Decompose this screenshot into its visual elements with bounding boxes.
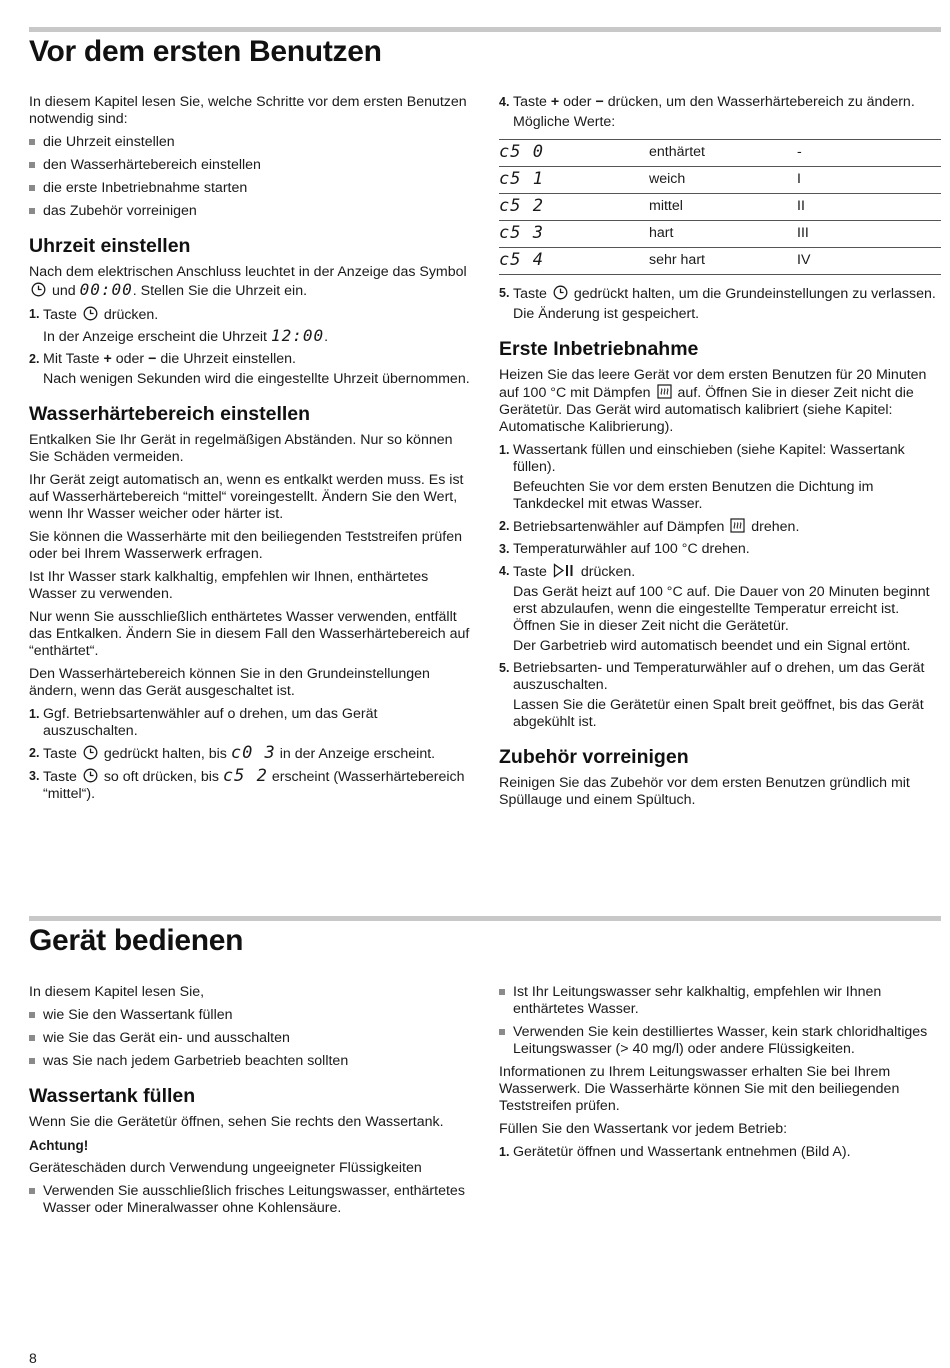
bullet-list	[29, 134, 473, 220]
list-item: wie Sie das Gerät ein- und ausschalten	[29, 1030, 473, 1047]
table-row	[499, 167, 941, 194]
step-list	[29, 706, 473, 803]
table-row	[499, 221, 941, 248]
off-symbol: o	[227, 706, 236, 722]
table-cell: hart	[649, 225, 674, 241]
table-cell: sehr hart	[649, 252, 705, 268]
table-cell: IV	[797, 252, 811, 268]
table-row	[499, 248, 941, 275]
plus-icon: +	[103, 351, 112, 367]
clock-icon	[553, 285, 568, 300]
paragraph: Informationen zu Ihrem Leitungswasser erhalten Sie bei Ihrem Wasserwerk. Die Wasserhärte können Sie mit den beiliegenden Teststreifen prüfen.	[499, 1064, 900, 1114]
warning-text: Geräteschäden durch Verwendung ungeeigneter Flüssigkeiten	[29, 1160, 422, 1176]
heading-zubehoer: Zubehör vorreinigen	[499, 746, 689, 768]
step-item: 1. Wassertank füllen und einschieben (siehe Kapitel: Wassertank füllen). Befeuchten Sie vor dem ersten Benutzen die Dichtung im Tankdeckel mit etwas Wasser.	[499, 442, 941, 513]
step-result: Die Änderung ist gespeichert.	[513, 306, 700, 322]
paragraph: Reinigen Sie das Zubehör vor dem ersten Benutzen gründlich mit Spüllauge und einem Spültuch.	[499, 775, 910, 808]
bullet-list	[29, 1007, 473, 1070]
table-cell: -	[797, 144, 802, 160]
water-hardness-table	[499, 139, 941, 275]
paragraph: Entkalken Sie Ihr Gerät in regelmäßigen Abständen. Nur so können Sie Schäden vermeiden.	[29, 432, 453, 465]
paragraph: Nur wenn Sie ausschließlich enthärtetes Wasser verwenden, entfällt das Entkalken. Ändern Sie in diesem Fall den Wasserhärtebereich auf “enthärtet“.	[29, 609, 470, 659]
list-item: was Sie nach jedem Garbetrieb beachten sollten	[29, 1053, 473, 1070]
heading-wassertank: Wassertank füllen	[29, 1085, 196, 1107]
table-row	[499, 194, 941, 221]
step-item: 2. Mit Taste + oder − die Uhrzeit einstellen. Nach wenigen Sekunden wird die eingestellte Uhrzeit übernommen.	[29, 351, 473, 388]
paragraph: Nach dem elektrischen Anschluss leuchtet in der Anzeige das Symbol und 00:00. Stellen Sie die Uhrzeit ein.	[29, 264, 467, 299]
list-item: wie Sie den Wassertank füllen	[29, 1007, 473, 1024]
table-cell: enthärtet	[649, 144, 706, 160]
display-readout: 12:00	[270, 326, 325, 345]
step-list	[499, 285, 941, 323]
step-result: Der Garbetrieb wird automatisch beendet und ein Signal ertönt.	[513, 638, 911, 654]
step-item: 4. Taste drücken. Das Gerät heizt auf 100 °C auf. Die Dauer von 20 Minuten beginnt erst abzulaufen, wenn die eingestellte Temperatur erreicht ist. Öffnen Sie in dieser Zeit nicht die Gerätetür. Der Garbetrieb wird automatisch beendet und ein Signal ertönt.	[499, 563, 941, 655]
display-readout: 00:00	[79, 280, 133, 299]
list-item: das Zubehör vorreinigen	[29, 203, 473, 220]
table-cell: weich	[649, 171, 686, 187]
bullet-list	[29, 1183, 473, 1217]
table-cell: I	[797, 171, 801, 187]
list-item: Verwenden Sie kein destilliertes Wasser, kein stark chloridhaltiges Leitungswasser (> 40 mg/l) oder andere Flüssigkeiten.	[499, 1024, 941, 1058]
step-result: Befeuchten Sie vor dem ersten Benutzen die Dichtung im Tankdeckel mit etwas Wasser.	[513, 479, 874, 512]
display-code: c5 3	[499, 222, 544, 243]
display-code: c5 0	[499, 141, 544, 162]
step-result: In der Anzeige erscheint die Uhrzeit 12:00.	[43, 326, 329, 345]
step-item: 5. Betriebsarten- und Temperaturwähler auf o drehen, um das Gerät auszuschalten. Lassen Sie die Gerätetür einen Spalt breit geöffnet, bis das Gerät abgekühlt ist.	[499, 660, 941, 731]
step-item: 1. Ggf. Betriebsartenwähler auf o drehen, um das Gerät auszuschalten.	[29, 706, 378, 739]
clock-icon	[83, 768, 98, 783]
table-cell: II	[797, 198, 805, 214]
display-code: c5 2	[499, 195, 544, 216]
page-title: Vor dem ersten Benutzen	[29, 35, 382, 68]
step-item: 4. Taste + oder − drücken, um den Wasserhärtebereich zu ändern. Mögliche Werte:	[499, 94, 941, 131]
paragraph: Heizen Sie das leere Gerät vor dem ersten Benutzen für 20 Minuten auf 100 °C mit Dämpfen auf. Öffnen Sie in dieser Zeit nicht die Gerätetür. Das Gerät wird automatisch kalibriert (siehe Kapitel: Automatische Kalibrierung).	[499, 367, 927, 435]
table-cell: mittel	[649, 198, 683, 214]
heading-wasserhaerte: Wasserhärtebereich einstellen	[29, 403, 311, 425]
paragraph: Sie können die Wasserhärte mit den beiliegenden Teststreifen prüfen oder bei Ihrem Wasserwerk erfragen.	[29, 529, 462, 562]
heading-uhrzeit: Uhrzeit einstellen	[29, 235, 191, 257]
warning-label: Achtung!	[29, 1138, 89, 1153]
step-result: Nach wenigen Sekunden wird die eingestellte Uhrzeit übernommen.	[43, 371, 470, 387]
step-list	[499, 1144, 941, 1161]
display-code: c5 4	[499, 249, 544, 270]
section-title: Gerät bedienen	[29, 924, 244, 957]
clock-icon	[83, 745, 98, 760]
page-number: 8	[29, 1350, 37, 1366]
bullet-list	[499, 984, 941, 1058]
step-item: 5. Taste gedrückt halten, um die Grundeinstellungen zu verlassen. Die Änderung ist gespeichert.	[499, 285, 941, 323]
paragraph: Wenn Sie die Gerätetür öffnen, sehen Sie rechts den Wassertank.	[29, 1114, 444, 1130]
step-list	[29, 306, 473, 388]
paragraph: Füllen Sie den Wassertank vor jedem Betrieb:	[499, 1121, 788, 1137]
left-column	[29, 94, 473, 809]
list-item: den Wasserhärtebereich einstellen	[29, 157, 473, 174]
heading-inbetriebnahme: Erste Inbetriebnahme	[499, 338, 699, 360]
step-item: 2. Taste gedrückt halten, bis c0 3 in der Anzeige erscheint.	[29, 743, 436, 763]
table-row	[499, 140, 941, 167]
left-column	[29, 984, 473, 1223]
step-item: 3. Taste so oft drücken, bis c5 2 erscheint (Wasserhärtebereich “mittel“).	[29, 766, 465, 802]
list-item: die erste Inbetriebnahme starten	[29, 180, 473, 197]
step-item: 3. Temperaturwähler auf 100 °C drehen.	[499, 541, 750, 557]
right-column	[499, 984, 941, 1167]
off-symbol: o	[774, 660, 783, 676]
minus-icon: −	[148, 351, 157, 367]
step-item: 1. Taste drücken. In der Anzeige erscheint die Uhrzeit 12:00.	[29, 306, 473, 346]
display-code: c5 1	[499, 168, 544, 189]
list-item: Ist Ihr Leitungswasser sehr kalkhaltig, empfehlen wir Ihnen enthärtetes Wasser.	[499, 984, 941, 1018]
clock-icon	[31, 282, 46, 297]
table-cell: III	[797, 225, 809, 241]
intro-text: In diesem Kapitel lesen Sie,	[29, 984, 205, 1000]
display-readout: c5 2	[222, 766, 268, 786]
plus-icon: +	[550, 94, 560, 110]
section-divider	[29, 916, 941, 921]
step-list	[499, 442, 941, 731]
paragraph: Den Wasserhärtebereich können Sie in den Grundeinstellungen ändern, wenn das Gerät ausgeschaltet ist.	[29, 666, 430, 699]
step-list	[499, 94, 941, 131]
paragraph: Ist Ihr Wasser stark kalkhaltig, empfehlen wir Ihnen, enthärtetes Wasser zu verwenden.	[29, 569, 429, 602]
step-item: 1. Gerätetür öffnen und Wassertank entnehmen (Bild A).	[499, 1144, 851, 1160]
paragraph: Ihr Gerät zeigt automatisch an, wenn es entkalkt werden muss. Es ist auf Wasserhärtebereich “mittel“ voreingestellt. Ändern Sie den Wert, wenn Ihr Wasser weicher oder härter ist.	[29, 472, 464, 522]
section-divider	[29, 27, 941, 32]
clock-icon	[83, 306, 98, 321]
display-readout: c0 3	[230, 743, 276, 763]
minus-icon: −	[595, 94, 604, 110]
steam-icon	[730, 518, 745, 533]
list-item: die Uhrzeit einstellen	[29, 134, 473, 151]
list-item: Verwenden Sie ausschließlich frisches Leitungswasser, enthärtetes Wasser oder Mineralwasser ohne Kohlensäure.	[29, 1183, 473, 1217]
step-result: Das Gerät heizt auf 100 °C auf. Die Dauer von 20 Minuten beginnt erst abzulaufen, wenn die eingestellte Temperatur erreicht ist. Öffnen Sie in dieser Zeit nicht die Gerätetür.	[513, 584, 930, 634]
step-result: Lassen Sie die Gerätetür einen Spalt breit geöffnet, bis das Gerät abgekühlt ist.	[513, 697, 924, 730]
step-item: 2. Betriebsartenwähler auf Dämpfen drehen.	[499, 519, 800, 535]
steam-icon	[657, 384, 672, 399]
step-result: Mögliche Werte:	[513, 114, 616, 130]
start-stop-icon	[553, 563, 575, 578]
intro-text: In diesem Kapitel lesen Sie, welche Schritte vor dem ersten Benutzen notwendig sind:	[29, 94, 467, 127]
right-column	[499, 94, 941, 815]
